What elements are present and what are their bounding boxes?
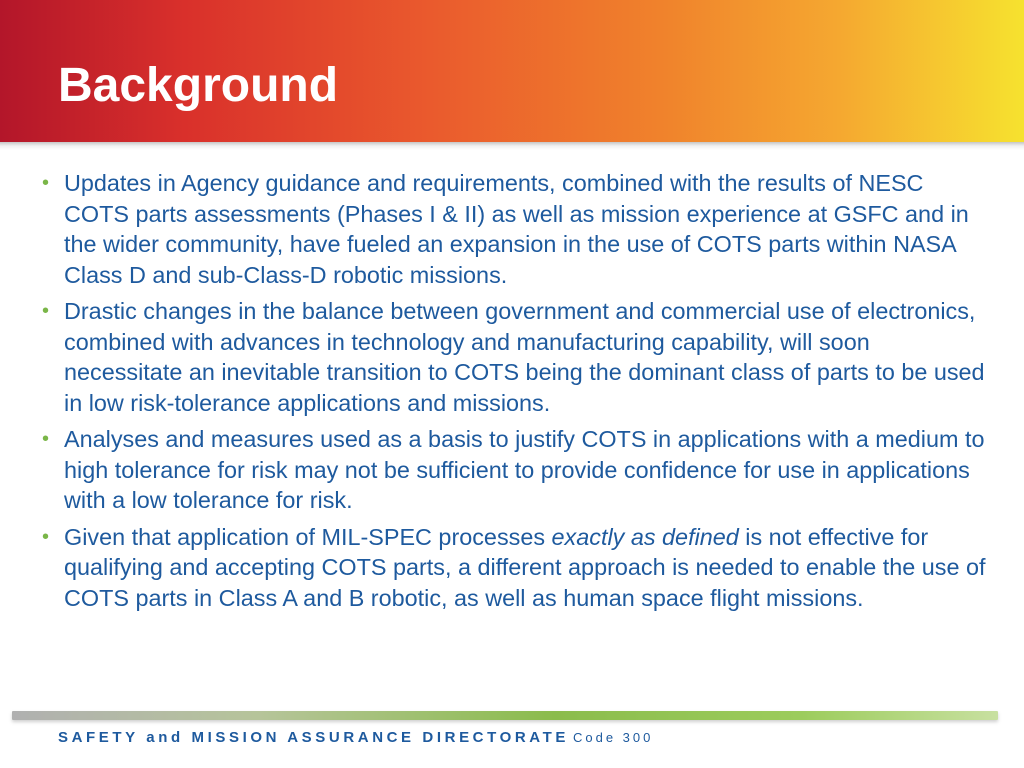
bullet-dot-icon: • bbox=[42, 172, 50, 194]
bullet-item bbox=[40, 296, 988, 418]
bullet-text: Updates in Agency guidance and requirements, combined with the results of NESC COTS parts assessments (Phases I & II) as well as mission experience at GSFC and in the wider community, have fueled an expansion in the use of COTS parts within NASA Class D and sub-Class-D robotic missions. bbox=[64, 170, 969, 288]
footer-directorate: SAFETY and MISSION ASSURANCE DIRECTORATE bbox=[58, 729, 569, 746]
bullet-text: Drastic changes in the balance between government and commercial use of electronics, combined with advances in technology and manufacturing capability, will soon necessitate an inevitable transition to COTS being the dominant class of parts to be used in low risk-tolerance applications and missions. bbox=[64, 298, 985, 416]
bullet-text: Analyses and measures used as a basis to justify COTS in applications with a medium to high tolerance for risk may not be sufficient to provide confidence for use in applications with a low tolerance for risk. bbox=[64, 426, 985, 513]
slide-title: Background bbox=[58, 59, 339, 112]
footer-code: Code 300 bbox=[572, 730, 654, 745]
header-shadow bbox=[0, 142, 1024, 150]
bullet-text-before: Given that application of MIL-SPEC processes bbox=[64, 523, 552, 550]
bullet-item bbox=[40, 522, 988, 614]
bullet-text-emphasis: exactly as defined bbox=[551, 523, 739, 550]
bullet-list bbox=[40, 168, 988, 619]
footer bbox=[58, 729, 653, 747]
bullet-text-after: is not effective for qualifying and accepting COTS parts, a different approach is needed to enable the use of COTS parts in Class A and B robotic, as well as human space flight missions. bbox=[64, 523, 986, 611]
bullet-dot-icon: • bbox=[42, 428, 50, 450]
bullet-dot-icon: • bbox=[42, 525, 50, 548]
bullet-item bbox=[40, 424, 988, 516]
footer-rule bbox=[12, 711, 998, 720]
bullet-dot-icon: • bbox=[42, 300, 50, 322]
bullet-item bbox=[40, 168, 988, 290]
